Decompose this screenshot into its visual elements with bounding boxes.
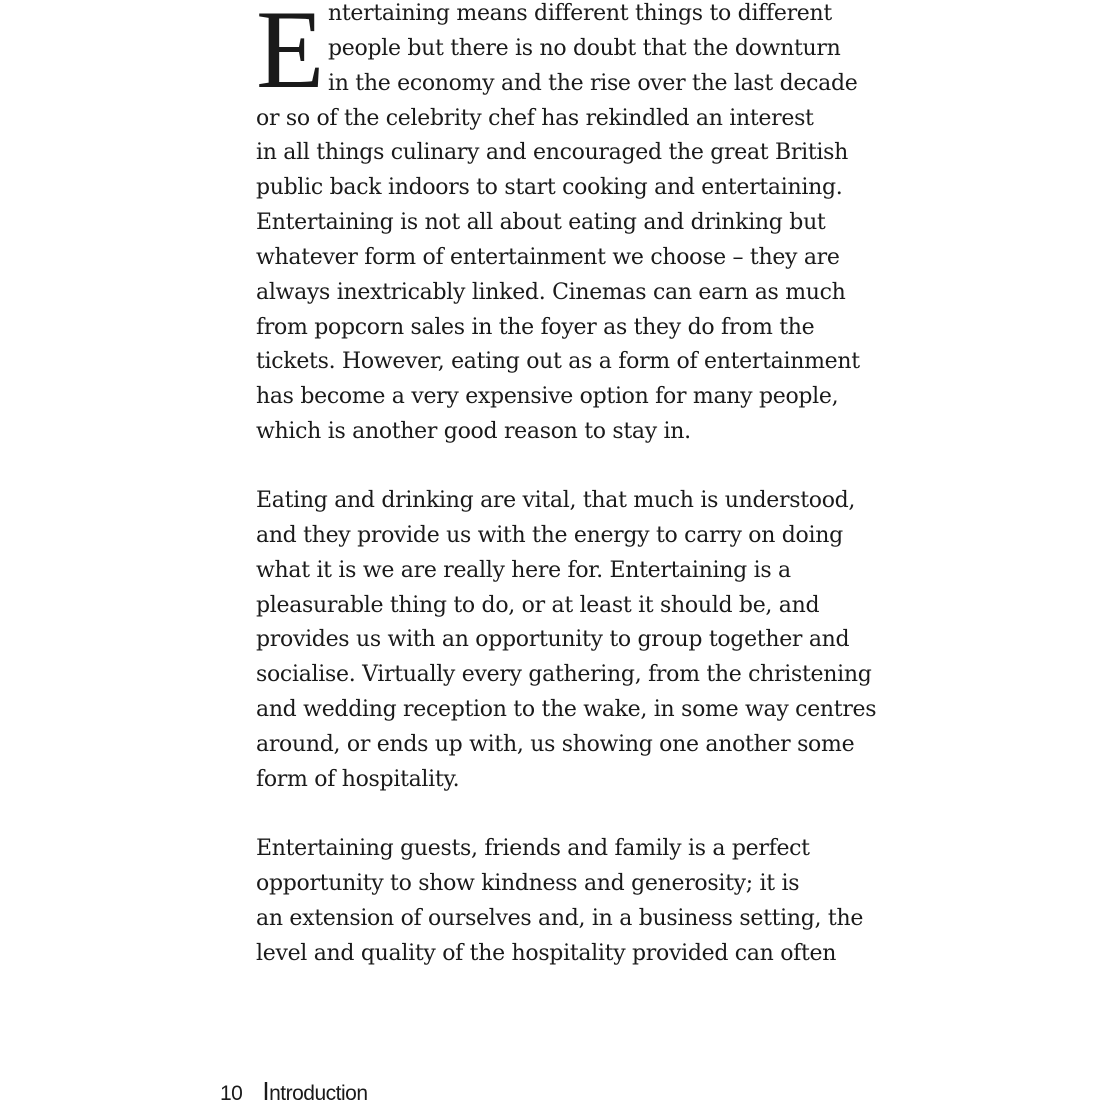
text-line: from popcorn sales in the foyer as they do from the	[256, 314, 815, 340]
text-line: Entertaining guests, friends and family is a perfect	[256, 836, 810, 861]
page-number: 10	[220, 1082, 243, 1105]
text-line: socialise. Virtually every gathering, from the christening	[256, 662, 872, 688]
text-line: opportunity to show kindness and generosity; it is	[256, 870, 800, 896]
text-line: pleasurable thing to do, or at least it should be, and	[256, 592, 820, 618]
text-line: in all things culinary and encouraged the great British	[256, 140, 848, 166]
text-line: and wedding reception to the wake, in some way centres	[256, 697, 877, 723]
text-line: what it is we are really here for. Entertaining is a	[256, 557, 791, 583]
text-line: or so of the celebrity chef has rekindled an interest	[256, 105, 814, 131]
text-line: has become a very expensive option for many people,	[256, 384, 839, 410]
text-line: whatever form of entertainment we choose – they are	[256, 244, 840, 270]
text-line: Entertaining is not all about eating and drinking but	[256, 210, 826, 236]
text-line: an extension of ourselves and, in a business setting, the	[256, 905, 864, 931]
section-title-initial: I	[262, 1076, 270, 1106]
section-title	[262, 1076, 368, 1106]
paragraph-3	[256, 832, 863, 971]
text-line: always inextricably linked. Cinemas can earn as much	[256, 279, 846, 305]
drop-cap: E	[256, 0, 325, 112]
text-line: people but there is no doubt that the downturn	[328, 35, 841, 61]
paragraph-2	[256, 484, 876, 798]
paragraph-1	[256, 0, 860, 450]
text-line: and they provide us with the energy to carry on doing	[256, 522, 843, 548]
text-line: form of hospitality.	[256, 766, 460, 792]
text-line: provides us with an opportunity to group together and	[256, 627, 850, 653]
text-line: public back indoors to start cooking and entertaining.	[256, 175, 843, 201]
text-line: Eating and drinking are vital, that much is understood,	[256, 488, 856, 513]
text-line: around, or ends up with, us showing one another some	[256, 731, 855, 757]
text-line: tickets. However, eating out as a form of entertainment	[256, 349, 860, 375]
text-line: ntertaining means different things to different	[328, 1, 832, 26]
text-line: in the economy and the rise over the last decade	[328, 70, 858, 96]
text-line: which is another good reason to stay in.	[256, 419, 691, 445]
page-footer	[220, 1078, 368, 1107]
section-title-rest: ntroduction	[269, 1082, 368, 1105]
text-line: level and quality of the hospitality provided can often	[256, 940, 837, 966]
